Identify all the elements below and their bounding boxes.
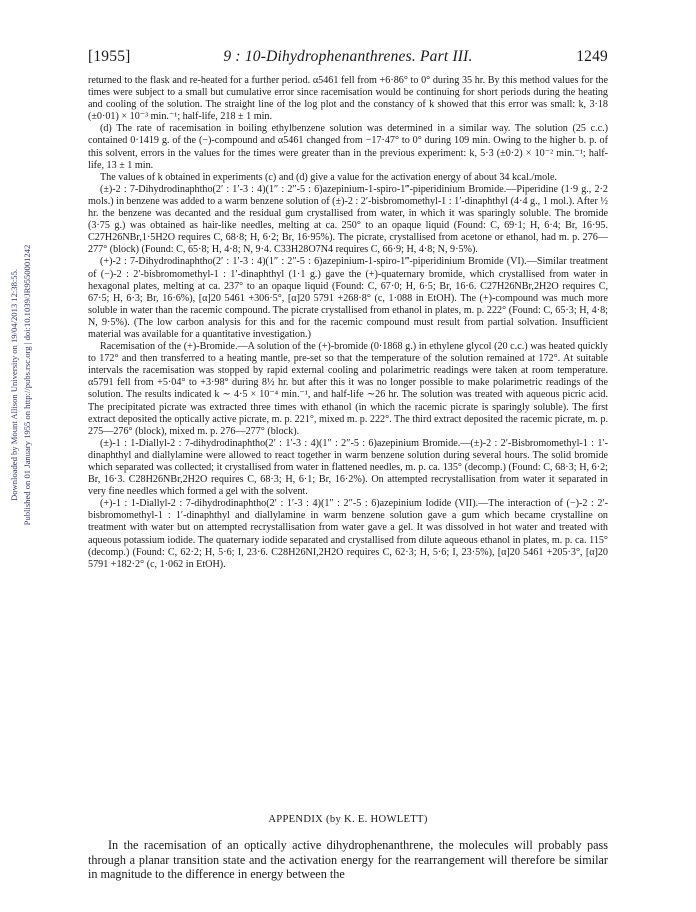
download-provenance-strip xyxy=(4,150,34,620)
appendix-heading: APPENDIX (by K. E. HOWLETT) xyxy=(268,814,428,825)
paragraph-diallyl-iodide: (+)-1 : 1-Diallyl-2 : 7-dihydrodinaphtho(2′ : 1′-3 : 4)(1″ : 2″-5 : 6)azepinium Iodide (VII).—The interaction of (−)-2 : 2′-bisbromomethyl-1 : 1′-dinaphthyl and diallylamine in warm benzene solution gave a gum which became crystalline on treatment with water but on attempted recrystallisation from water gave a gel. It was dissolved in hot water and treated with aqueous potassium iodide. The quaternary iodide separated and crystallised from dilute aqueous ethanol in plates, m. p. ca. 115° (decomp.) (Found: C, 62·2; H, 5·6; I, 23·6. C28H26NI,2H2O requires C, 62·3; H, 5·6; I, 23·5%), [α]20 5461 +205·3°, [α]20 5791 +182·2° (c, 1·062 in EtOH). xyxy=(88,498,608,570)
paragraph-racemic-bromide: (±)-2 : 7-Dihydrodinaphtho(2′ : 1′-3 : 4)(1″ : 2″-5 : 6)azepinium-1-spiro-1‴-piperidinium Bromide.—Piperidine (1·9 g., 2·2 mols.) in benzene was added to a warm benzene solution of (±)-2 : 2′-bisbromomethyl-1 : 1′-dinaphthyl (4·4 g., 1 mol.). After ½ hr. the benzene was decanted and the residual gum crystallised from water, in which it was sparingly soluble. The bromide (3·75 g.) was obtained as hair-like needles, melting at ca. 250° to an opaque liquid (Found: C, 69·1; H, 6·4; Br, 16·95. C27H26NBr,1·5H2O requires C, 68·8; H, 6·2; Br, 16·95%). The picrate, crystallised from acetone or ethanol, had m. p. 276—277° (block) (Found: C, 65·8; H, 4·8; N, 9·4. C33H28O7N4 requires C, 66·9; H, 4·8; N, 9·5%). xyxy=(88,183,608,256)
publication-note: Published on 01 January 1955 on http://pubs.rsc.org | doi:10.1039/JR9550001242 xyxy=(22,244,32,526)
header-page-number: 1249 xyxy=(576,48,608,65)
appendix-body xyxy=(88,838,608,882)
paragraph-diallyl-bromide: (±)-1 : 1-Diallyl-2 : 7-dihydrodinaphtho(2′ : 1′-3 : 4)(1″ : 2″-5 : 6)azepinium Bromide.—(±)-2 : 2′-Bisbromomethyl-1 : 1′-dinaphthyl and diallylamine were allowed to react together in warm benzene solution during several hours. The solid bromide which separated was collected; it crystallised from water in flattened needles, m. p. ca. 135° (decomp.) (Found: C, 68·3; H, 6·2; Br, 16·3. C28H26NBr,2H2O requires C, 68·3; H, 6·1; Br, 16·2%). On attempted recrystallisation from water it separated in very fine needles which formed a gel with the solvent. xyxy=(88,437,608,498)
page-header xyxy=(88,48,608,70)
download-note: Downloaded by Mount Allison University on 19/04/2013 12:38:55. xyxy=(9,268,19,502)
header-year: [1955] xyxy=(88,48,131,65)
paragraph-experiment-d: (d) The rate of racemisation in boiling ethylbenzene solution was determined in a similar way. The solution (25 c.c.) contained 0·1419 g. of the (−)-compound and α5461 changed from −17·47° to 0° during 109 min. Owing to the higher b. p. of this solvent, errors in the values for the times were greater than in the previous experiment: k, 5·3 (±0·2) × 10⁻² min.⁻¹; half-life, 13 ± 1 min. xyxy=(88,123,608,171)
header-title: 9 : 10-Dihydrophenanthrenes. Part III. xyxy=(223,48,473,65)
paragraph-activation-energy: The values of k obtained in experiments (c) and (d) give a value for the activation energy of about 34 kcal./mole. xyxy=(100,171,557,183)
paragraph-racemisation: Racemisation of the (+)-Bromide.—A solution of the (+)-bromide (0·1868 g.) in ethylene glycol (20 c.c.) was heated quickly to 172° and then transferred to a heating mantle, pre-set so that the temperature of the solution remained at 172°. At suitable intervals the racemisation was stopped by rapid external cooling and polarimetric readings were taken at room temperature. α5791 fell from +5·04° to +3·98° during 8½ hr. but after this it was no longer possible to make polarimetric readings of the solution. The results indicated k ∼ 4·5 × 10⁻⁴ min.⁻¹, and half-life ∼26 hr. The solution was treated with aqueous picric acid. The precipitated picrate was extracted three times with ethanol (in which the racemic picrate is sparingly soluble). The first extract deposited the optically active picrate, m. p. 221°, mixed m. p. 222°. The third extract deposited the racemic picrate, m. p. 275—276° (block), mixed m. p. 276—277° (block). xyxy=(88,341,608,437)
paragraph-plus-bromide: (+)-2 : 7-Dihydrodinaphtho(2′ : 1′-3 : 4)(1″ : 2″-5 : 6)azepinium-1-spiro-1‴-piperidinium Bromide (VI).—Similar treatment of (−)-2 : 2′-bisbromomethyl-1 : 1′-dinaphthyl (1·1 g.) gave the (+)-quaternary bromide, which crystallised from water in hexagonal plates, melting at ca. 237° to an opaque liquid (Found: C, 67·0; H, 6·5; Br, 16·6. C27H26NBr,2H2O requires C, 67·5; H, 6·3; Br, 16·6%), [α]20 5461 +306·5°, [α]20 5791 +268·8° (c, 1·088 in EtOH). The (+)-compound was much more soluble in water than the racemic compound. The picrate crystallised from ethanol in plates, m. p. 222° (Found: C, 65·3; H, 4·8; N, 9·5%). (The low carbon analysis for this and for the racemic compound must result from partial solvation. Insufficient material was available for a quantitative investigation.) xyxy=(88,256,608,340)
article-body xyxy=(88,75,608,571)
appendix-paragraph: In the racemisation of an optically active dihydrophenanthrene, the molecules will probably pass through a planar transition state and the activation energy for the rearrangement will therefore be similar in magnitude to the difference in energy between the xyxy=(88,838,608,881)
paragraph-continued: returned to the flask and re-heated for a further period. α5461 fell from +6·86° to 0° during 35 hr. By this method values for the times were subject to a small but cumulative error since racemisation would be continuing for short periods during the heating and cooling of the solution. The straight line of the log plot and the constancy of k showed that this error was small: k, 3·18 (±0·01) × 10⁻³ min.⁻¹; half-life, 218 ± 1 min. xyxy=(88,75,608,123)
